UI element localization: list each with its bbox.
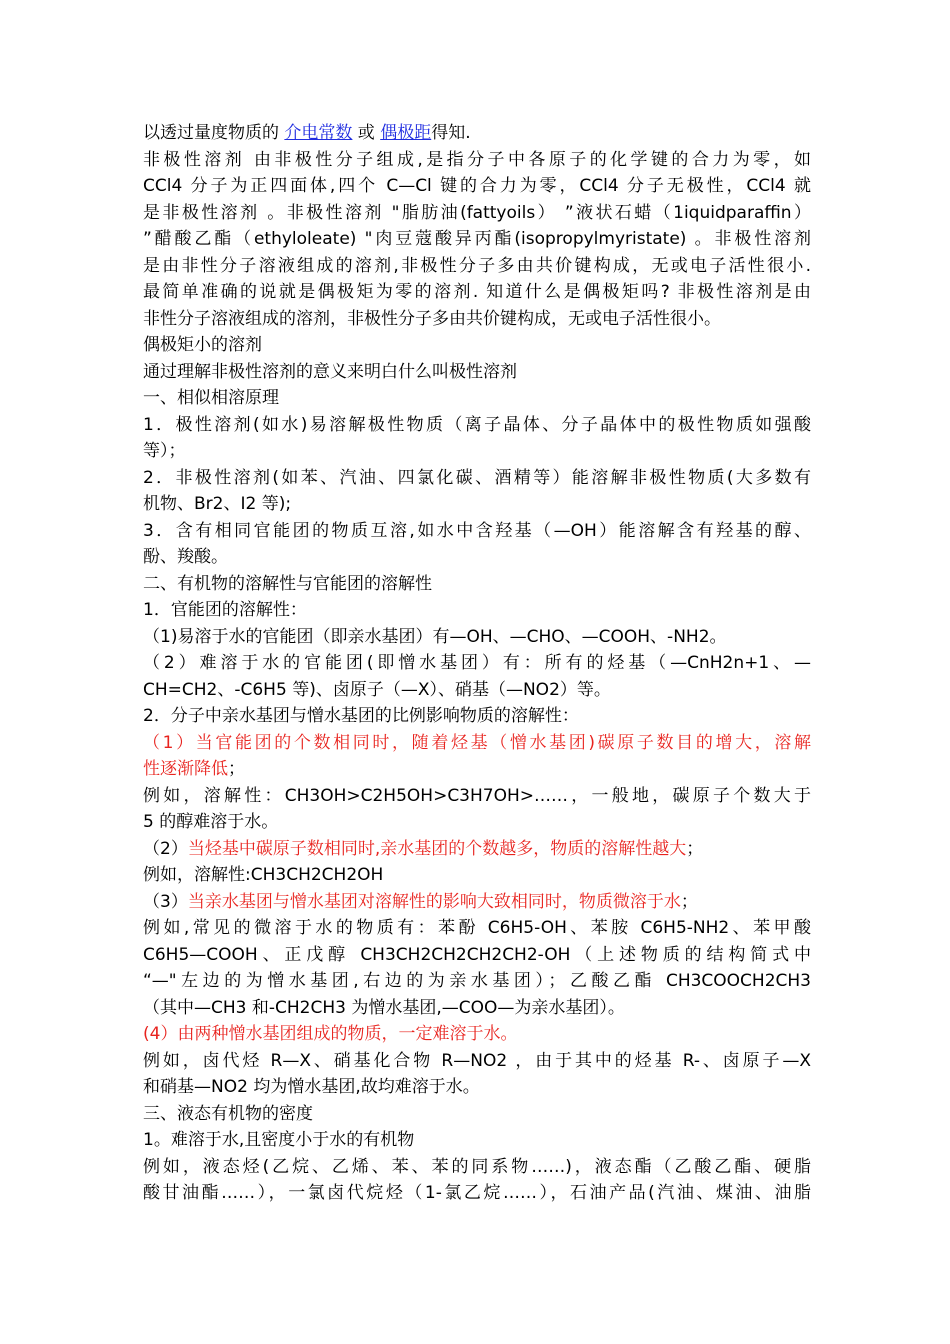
text-line: ”醋酸乙酯（ethyloleate) "肉豆蔻酸异丙酯(isopropylmyristate) 。非极性溶剂 <box>143 229 811 249</box>
text-line <box>143 730 811 757</box>
text-line: “—"左边的为憎水基团,右边的为亲水基团）；乙酸乙酯 CH3COOCH2CH3 <box>143 971 811 991</box>
text-line: 最简单准确的说就是偶极矩为零的溶剂. 知道什么是偶极矩吗? 非极性溶剂是由 <box>143 282 811 302</box>
red-text: （1） <box>143 732 196 753</box>
text-line: CH=CH2、-C6H5 等)、卤原子（—X）、硝基（—NO2）等。 <box>143 679 611 700</box>
section-heading: 三、液态有机物的密度 <box>143 1103 313 1124</box>
document-body <box>143 120 811 1207</box>
text-line: （1)易溶于水的官能团（即亲水基团）有—OH、—CHO、—COOH、-NH2。 <box>143 626 727 647</box>
red-text: 当亲水基团与憎水基团对溶解性的影响大致相同时，物质微溶于水 <box>187 891 681 912</box>
text-line: C6H5—COOH、正戊醇 CH3CH2CH2CH2CH2-OH（上述物质的结构简式中 <box>143 944 811 965</box>
text-line: 1。难溶于水,且密度小于水的有机物 <box>143 1130 415 1150</box>
text-line: 和硝基—NO2 均为憎水基团,故均难溶于水。 <box>143 1077 480 1097</box>
text-line: 例如，溶解性：CH3OH>C2H5OH>C3H7OH>……，一般地，碳原子个数大于 <box>143 785 811 806</box>
text-line: 酚、羧酸。 <box>143 547 228 567</box>
text-line: 非性分子溶液组成的溶剂，非极性分子多由共价键构成，无或电子活性很小。 <box>143 308 721 329</box>
text-line: 非极性溶剂 由非极性分子组成,是指分子中各原子的化学键的合力为零，如 <box>143 149 811 170</box>
text-run: ； <box>686 838 704 859</box>
text-line: 1．极性溶剂(如水)易溶解极性物质（离子晶体、分子晶体中的极性物质如强酸 <box>143 414 811 435</box>
text-line: 2．非极性溶剂(如苯、汽油、四氯化碳、酒精等）能溶解非极性物质(大多数有 <box>143 467 811 488</box>
text-line <box>143 836 811 863</box>
red-text: 当烃基中碳原子数相同时,亲水基团的个数越多，物质的溶解性越大 <box>187 838 687 859</box>
text-run: （2） <box>143 838 188 859</box>
text-line: 通过理解非极性溶剂的意义来明白什么叫极性溶剂 <box>143 361 517 382</box>
section-heading: 二、有机物的溶解性与官能团的溶解性 <box>143 573 432 594</box>
text-line <box>143 756 811 783</box>
text-line: 2．分子中亲水基团与憎水基团的比例影响物质的溶解性： <box>143 706 579 726</box>
text-line: 例如，卤代烃 R—X、硝基化合物 R—NO2 ，由于其中的烃基 R-、卤原子—X <box>143 1050 811 1071</box>
text-run: 以透过量度物质的 <box>143 123 285 143</box>
text-run: ； <box>680 891 698 912</box>
text-line: 1．官能团的溶解性： <box>143 600 307 620</box>
text-run: ； <box>228 759 245 779</box>
text-line <box>143 889 811 916</box>
text-line: CCl4 分子为正四面体,四个 C—Cl 键的合力为零，CCl4 分子无极性，CCl4 就 <box>143 176 811 196</box>
text-line: 3．含有相同官能团的物质互溶,如水中含羟基（—OH）能溶解含有羟基的醇、 <box>143 520 811 541</box>
text-line: 5 的醇难溶于水。 <box>143 812 279 832</box>
text-run: 得知. <box>431 123 471 143</box>
text-line: 机物、Br2、I2 等); <box>143 494 292 514</box>
dielectric-constant-link[interactable]: 介电常数 <box>284 123 353 143</box>
red-text: 当官能团的个数相同时，随着烃基（憎水基团)碳原子数目的增大，溶解 <box>195 732 811 753</box>
text-run: 或 <box>352 123 381 143</box>
text-line: 例如，溶解性:CH3CH2CH2OH <box>143 865 384 885</box>
text-line: 偶极矩小的溶剂 <box>143 335 262 355</box>
text-run: （3） <box>143 891 188 912</box>
text-line: 等）； <box>143 441 186 461</box>
text-line: 酸甘油酯……），一氯卤代烷烃（1-氯乙烷……），石油产品(汽油、煤油、油脂 <box>143 1183 811 1203</box>
dipole-distance-link[interactable]: 偶极距 <box>380 123 432 143</box>
text-line: （其中—CH3 和-CH2CH3 为憎水基团,—COO—为亲水基团）。 <box>143 997 625 1018</box>
text-line: （2）难溶于水的官能团(即憎水基团）有：所有的烃基（—CnH2n+1、— <box>143 653 811 673</box>
text-line: 例如，液态烃(乙烷、乙烯、苯、苯的同系物……)，液态酯（乙酸乙酯、硬脂 <box>143 1156 811 1177</box>
red-text: 性逐渐降低 <box>143 759 228 779</box>
text-line: 是非极性溶剂 。非极性溶剂 "脂肪油(fattyoils） ”液状石蜡（1iquidparaffin） <box>143 202 811 223</box>
text-line: 是由非性分子溶液组成的溶剂,非极性分子多由共价键构成，无或电子活性很小. <box>143 255 811 276</box>
section-heading: 一、相似相溶原理 <box>143 388 279 408</box>
text-line: 例如,常见的微溶于水的物质有：苯酚 C6H5-OH、苯胺 C6H5-NH2、苯甲酸 <box>143 918 811 938</box>
text-line <box>143 120 811 147</box>
red-text-line: (4）由两种憎水基团组成的物质，一定难溶于水。 <box>143 1024 518 1044</box>
